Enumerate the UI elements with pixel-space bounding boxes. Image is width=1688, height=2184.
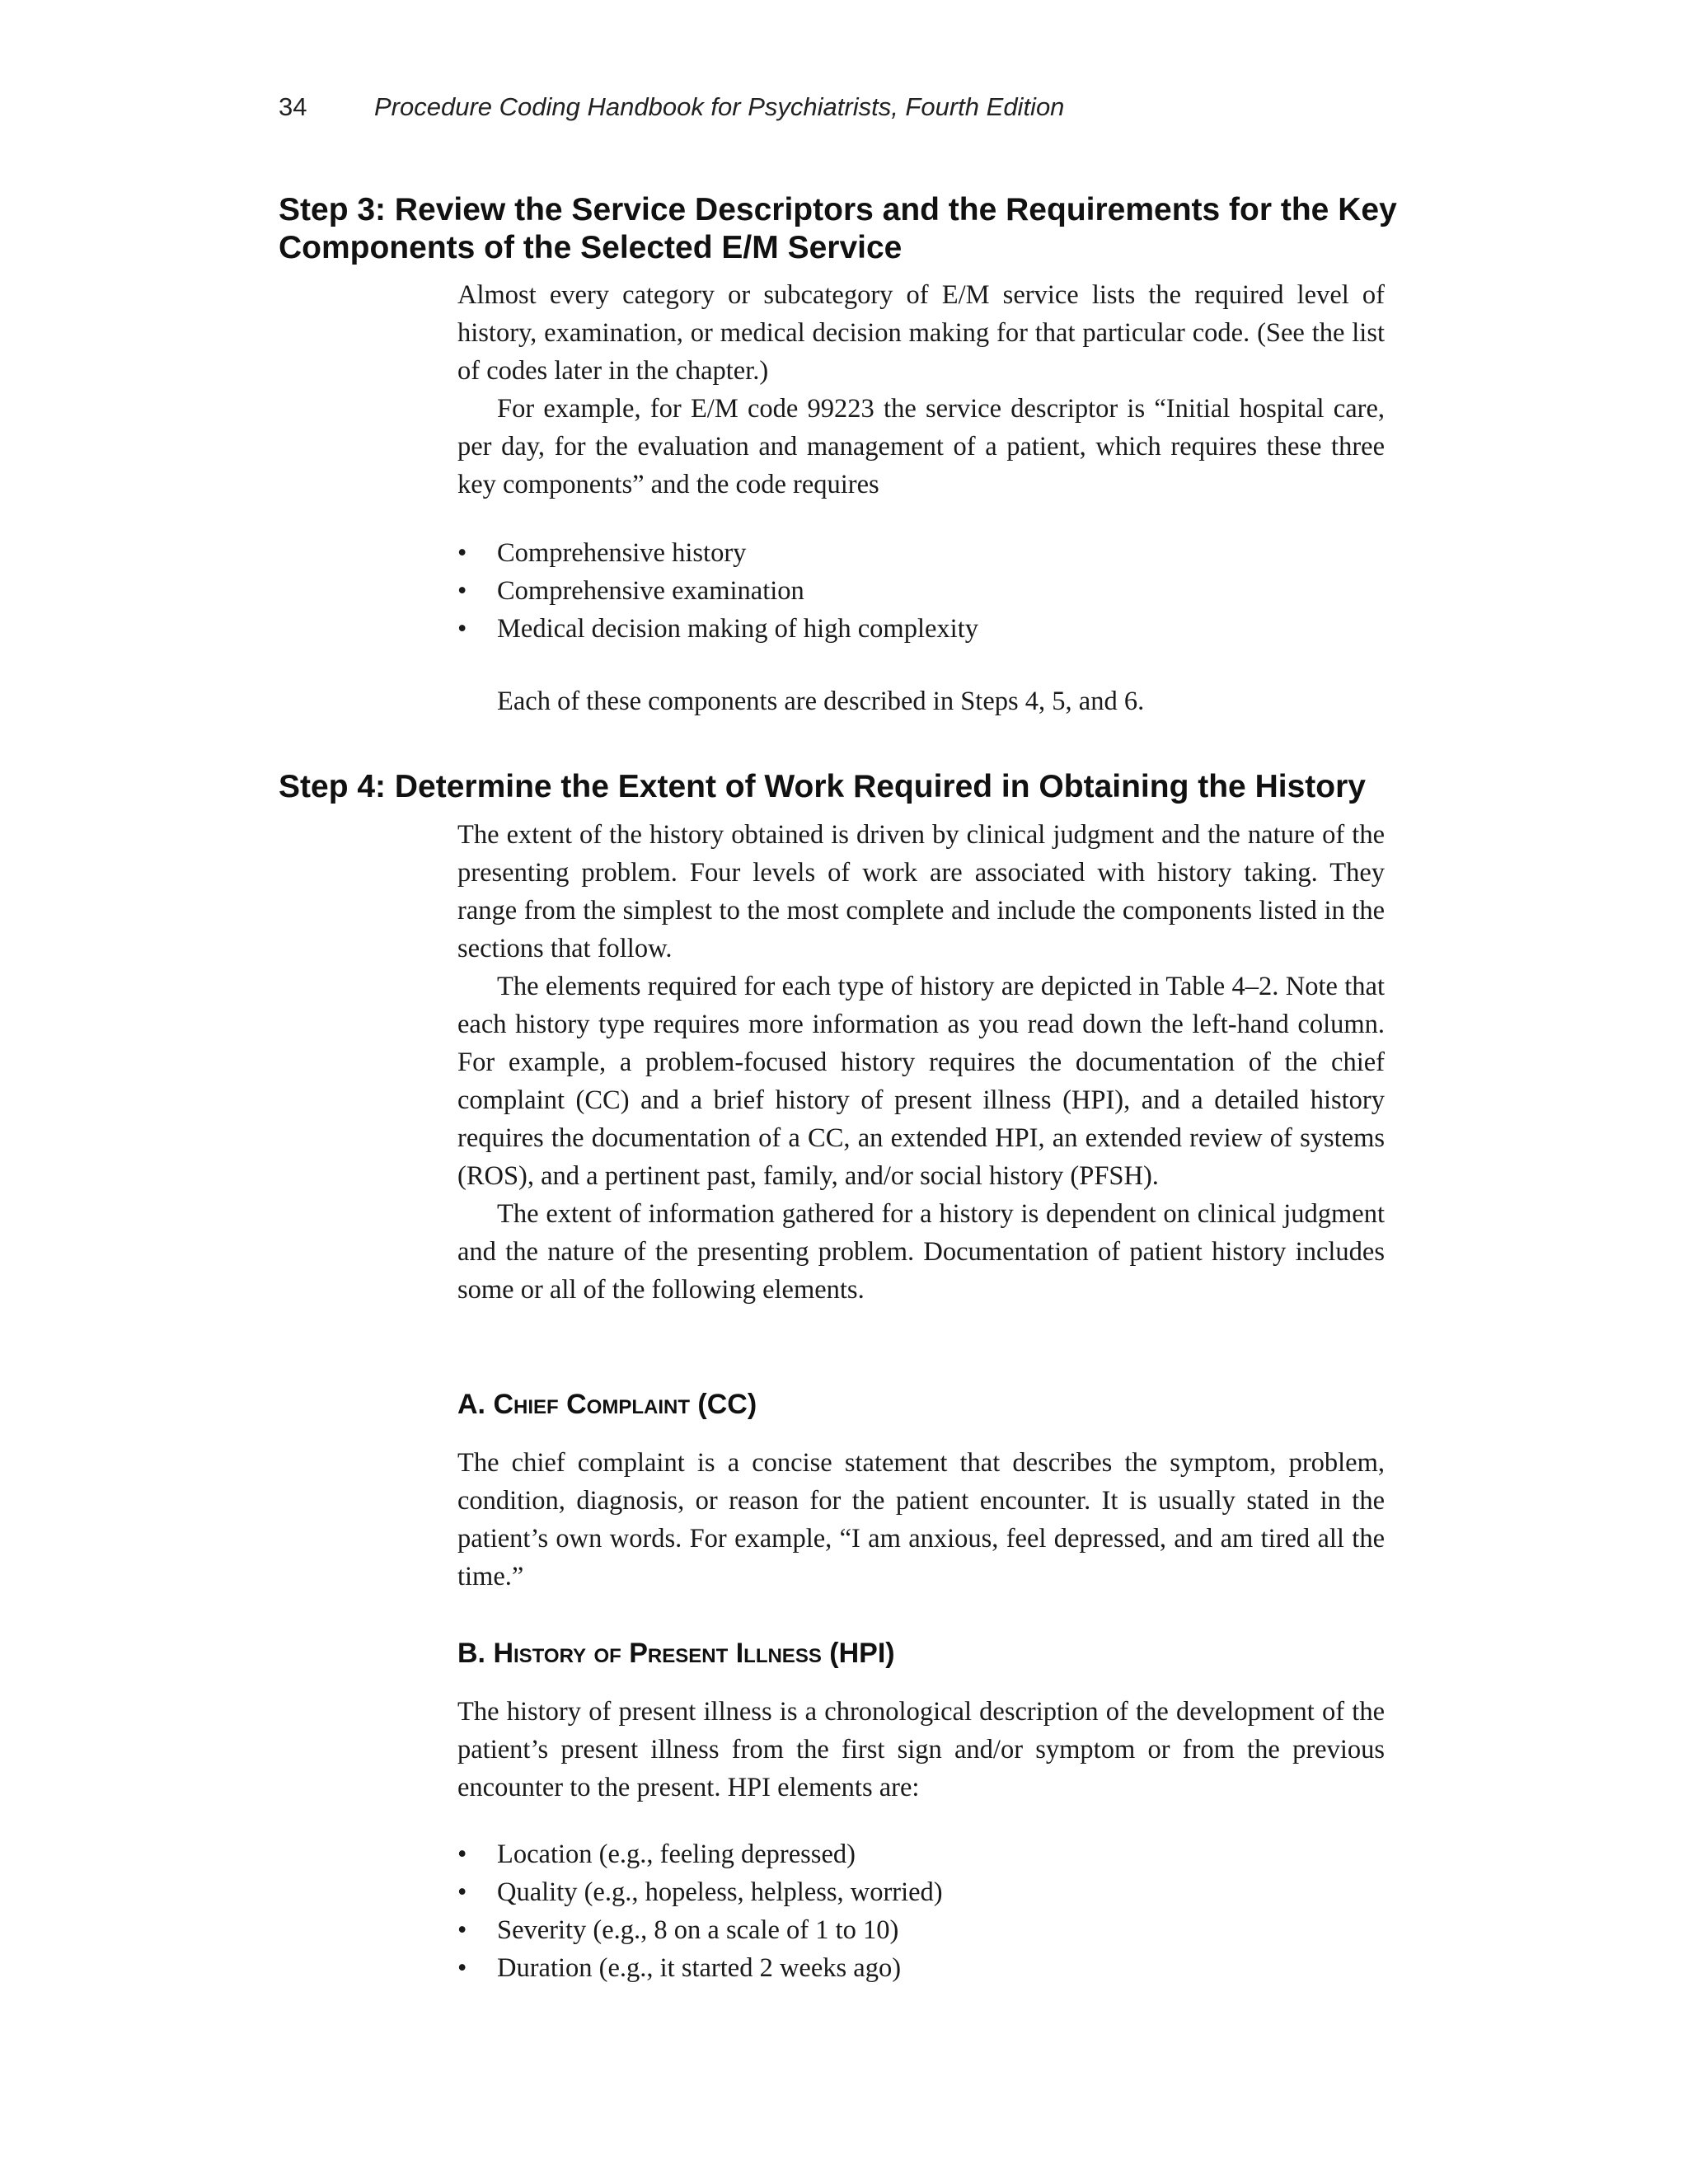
section-a-heading: A. Chief Complaint (CC) [457, 1389, 757, 1420]
list-item: • Comprehensive examination [457, 572, 1385, 610]
section-b-heading: B. History of Present Illness (HPI) [457, 1638, 895, 1669]
step3-closing [457, 682, 1385, 720]
bullet-icon: • [457, 1953, 467, 1983]
step3-paragraph-1: Almost every category or subcategory of E/M service lists the required level of history, examination, or medical decision making for that particular code. (See the list of codes later in the chapter.) [457, 280, 1385, 386]
section-a-paragraph: The chief complaint is a concise statement that describes the symptom, problem, condition, diagnosis, or reason for the patient encounter. It is usually stated in the patient’s own words. For example, “I am anxious, feel depressed, and am tired all the time.” [457, 1448, 1385, 1591]
step3-heading [279, 191, 1432, 267]
list-item: • Location (e.g., feeling depressed) [457, 1835, 1385, 1873]
step4-paragraph-1: The extent of the history obtained is driven by clinical judgment and the nature of the presenting problem. Four levels of work are associated with history taking. They range from the simplest to the most complete and include the components listed in the sections that follow. [457, 820, 1385, 963]
list-item: • Severity (e.g., 8 on a scale of 1 to 10) [457, 1911, 1385, 1949]
page-number: 34 [279, 92, 307, 121]
step3-paragraph-3: Each of these components are described in Steps 4, 5, and 6. [497, 687, 1145, 716]
step3-paragraph-2: For example, for E/M code 99223 the service descriptor is “Initial hospital care, per day, for the evaluation and management of a patient, which requires these three key components” and the code requires [457, 394, 1385, 499]
section-b-paragraph: The history of present illness is a chronological description of the development of the patient’s present illness from the first sign and/or symptom or from the previous encounter to the present. HPI elements are: [457, 1697, 1385, 1802]
step4-paragraph-3: The extent of information gathered for a history is dependent on clinical judgment and the nature of the presenting problem. Documentation of patient history includes some or all of the following elements. [457, 1199, 1385, 1305]
step3-body [457, 276, 1385, 504]
section-b-body [457, 1693, 1385, 1807]
book-title: Procedure Coding Handbook for Psychiatrists, Fourth Edition [374, 92, 1065, 121]
step4-heading: Step 4: Determine the Extent of Work Required in Obtaining the History [279, 769, 1366, 804]
hpi-bullet-list [457, 1835, 1385, 1987]
step3-bullet-list [457, 534, 1385, 648]
bullet-icon: • [457, 576, 467, 606]
bullet-icon: • [457, 1877, 467, 1907]
list-item: • Medical decision making of high complexity [457, 610, 1385, 648]
step3-heading-line1: Step 3: Review the Service Descriptors and the Requirements for the Key [279, 192, 1397, 227]
bullet-icon: • [457, 538, 467, 568]
bullet-icon: • [457, 1915, 467, 1945]
section-a-body [457, 1444, 1385, 1596]
step4-body [457, 816, 1385, 1309]
list-item: • Comprehensive history [457, 534, 1385, 572]
step3-heading-line2: Components of the Selected E/M Service [279, 230, 903, 265]
list-item: • Quality (e.g., hopeless, helpless, worried) [457, 1873, 1385, 1911]
bullet-icon: • [457, 614, 467, 644]
step4-paragraph-2: The elements required for each type of history are depicted in Table 4–2. Note that each history type requires more information as you read down the left-hand column. For example, a problem-focused history requires the documentation of the chief complaint (CC) and a brief history of present illness (HPI), and a detailed history requires the documentation of a CC, an extended HPI, an extended review of systems (ROS), and a pertinent past, family, and/or social history (PFSH). [457, 972, 1385, 1191]
bullet-icon: • [457, 1840, 467, 1869]
list-item: • Duration (e.g., it started 2 weeks ago) [457, 1949, 1385, 1987]
running-head [279, 92, 1064, 122]
